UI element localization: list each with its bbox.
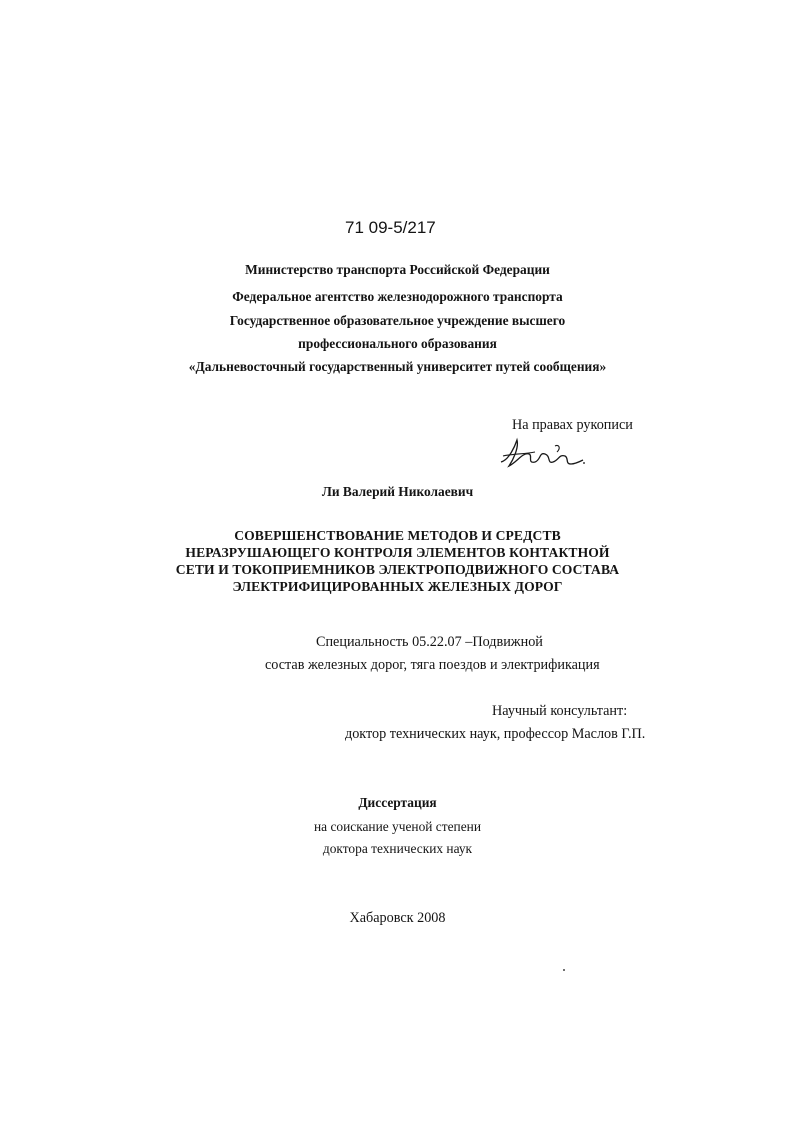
archive-code: 71 09-5/217 — [345, 218, 436, 237]
degree-line-1: на соискание ученой степени — [313, 819, 481, 834]
degree-line-2: доктора технических наук — [322, 841, 473, 856]
consultant-label: Научный консультант: — [492, 703, 628, 719]
place-year: Хабаровск 2008 — [349, 910, 446, 926]
thesis-title-line-4: ЭЛЕКТРИФИЦИРОВАННЫХ ЖЕЛЕЗНЫХ ДОРОГ — [232, 579, 563, 594]
dissertation-heading: Диссертация — [358, 795, 437, 810]
consultant-name: доктор технических наук, профессор Маслов Г.П. — [345, 726, 646, 742]
specialty-line-2: состав железных дорог, тяга поездов и электрификация — [265, 657, 600, 673]
thesis-title-line-2: НЕРАЗРУШАЮЩЕГО КОНТРОЛЯ ЭЛЕМЕНТОВ КОНТАКТНОЙ — [185, 545, 610, 560]
scan-speck — [563, 969, 565, 971]
institution-type-line-2: профессионального образования — [298, 336, 497, 351]
manuscript-note: На правах рукописи — [512, 417, 633, 433]
ministry-line: Министерство транспорта Российской Федерации — [245, 262, 550, 277]
author-name: Ли Валерий Николаевич — [321, 484, 474, 499]
signature — [495, 436, 587, 472]
specialty-line-1: Специальность 05.22.07 –Подвижной — [316, 634, 543, 650]
institution-type-line-1: Государственное образовательное учреждение высшего — [229, 313, 566, 328]
thesis-title-line-3: СЕТИ И ТОКОПРИЕМНИКОВ ЭЛЕКТРОПОДВИЖНОГО СОСТАВА — [175, 562, 620, 577]
agency-line: Федеральное агентство железнодорожного транспорта — [232, 289, 563, 304]
university-line: «Дальневосточный государственный университет путей сообщения» — [188, 359, 607, 374]
scan-speck — [583, 462, 585, 464]
thesis-title-line-1: СОВЕРШЕНСТВОВАНИЕ МЕТОДОВ И СРЕДСТВ — [234, 528, 561, 543]
